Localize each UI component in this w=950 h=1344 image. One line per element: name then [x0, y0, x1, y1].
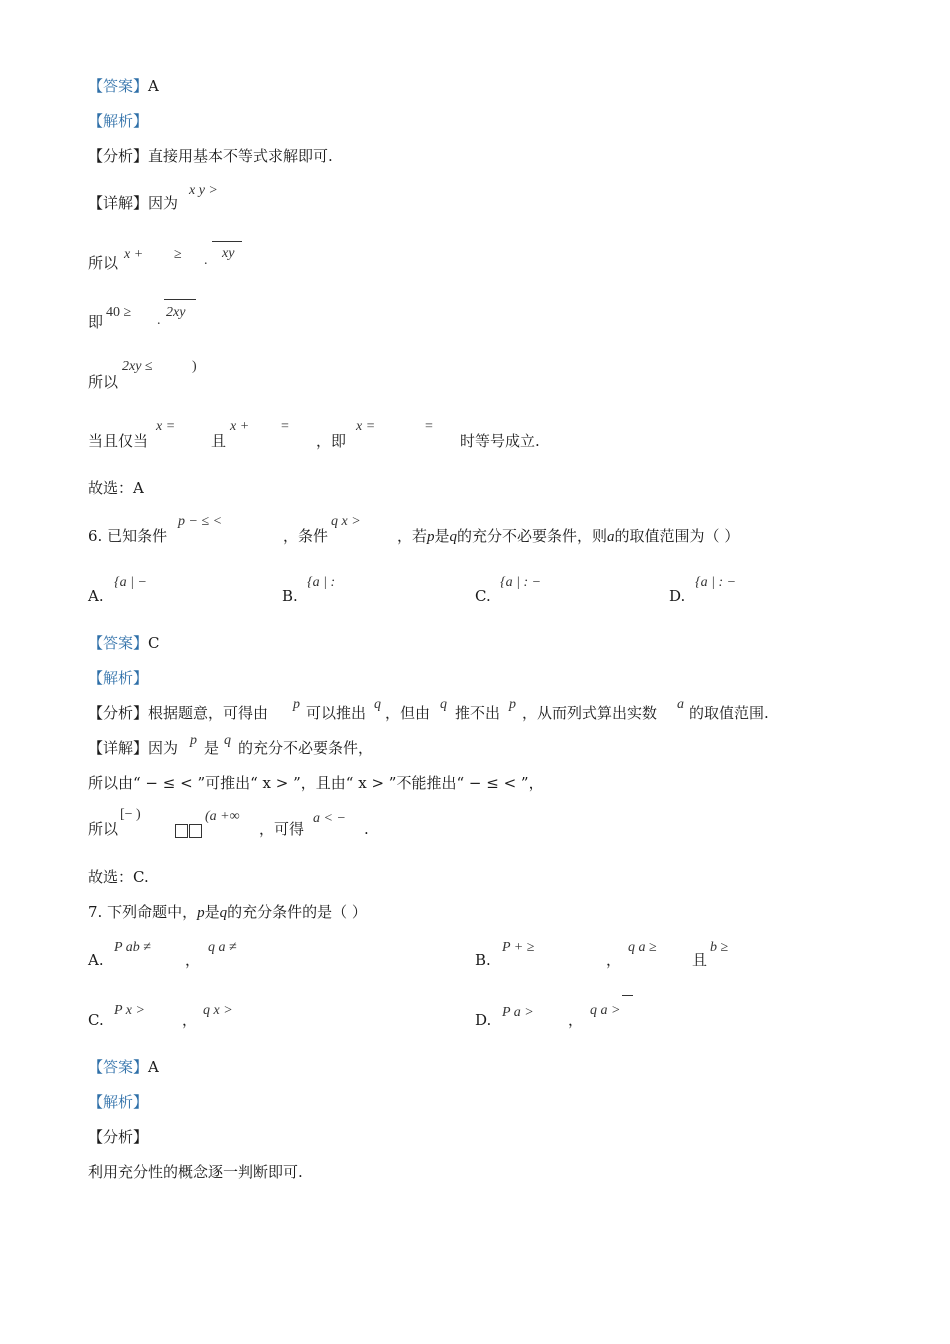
stem-text: 是 [204, 903, 220, 921]
stem-text: 是 [434, 527, 450, 545]
q7-option-b-math3: b ≥ [710, 940, 729, 955]
detail-label: 【详解】 [88, 194, 149, 212]
answer-label: 【答案】 [88, 77, 149, 95]
math-q5-l2b: . [157, 313, 161, 328]
var-p: p [427, 529, 435, 545]
math-q6-fa: a [677, 697, 684, 712]
math-q5-l2c: 2xy [166, 305, 186, 320]
line-prefix: 当且仅当 [88, 432, 149, 450]
q7-option-c-sep: ， [182, 1011, 198, 1029]
math-q5-l4a: x = [156, 419, 176, 434]
math-q6-q: q x > [331, 514, 361, 529]
q5-line4a [88, 432, 148, 450]
analysis-label-q6 [88, 669, 148, 687]
q5-line4b [211, 432, 226, 450]
math-q5-l4c: = [281, 419, 289, 434]
q6-option-d-label: D. [669, 587, 686, 605]
sqrt-bar [212, 241, 242, 242]
math-q6-fq2: q [440, 697, 447, 712]
math-q5-l4d: x = [356, 419, 376, 434]
math-q5-l3b: ) [192, 359, 197, 374]
math-q5-l1a: x + [124, 247, 144, 262]
analysis-label: 【解析】 [88, 669, 149, 687]
q7-option-c-math2: q x > [203, 1003, 233, 1018]
q6-line6-c: . [364, 820, 369, 838]
detail-intro: 因为 [148, 194, 179, 212]
fenxi-line-q5 [88, 147, 333, 165]
math-q6-fp2: p [509, 697, 516, 712]
q7-option-b-math2: q a ≥ [628, 940, 657, 955]
math-q5-l1b: ≥ [174, 247, 182, 262]
fenxi-text: 的取值范围. [689, 704, 769, 722]
math-q6-fq: q [374, 697, 381, 712]
detail-line-q6 [88, 739, 178, 757]
q6-option-b-label: B. [282, 587, 298, 605]
q7-option-c-label: C. [88, 1011, 104, 1029]
answer-label: 【答案】 [88, 634, 149, 652]
guxuan-q5: 故选：A [88, 479, 144, 497]
q6-stem-rest [397, 527, 739, 546]
q5-line3 [88, 373, 118, 391]
math-xy: x y > [189, 183, 218, 198]
q7-option-d-math2: q a > [590, 1003, 621, 1018]
fenxi-label: 【分析】 [88, 704, 149, 722]
q7-option-b-and: 且 [692, 951, 708, 969]
fenxi-text: ，从而列式算出实数 [522, 704, 658, 722]
detail-label: 【详解】 [88, 739, 149, 757]
stem-text: 的取值范围为（ ） [614, 527, 740, 545]
stem-text: 7. 下列命题中， [88, 903, 198, 921]
q6-option-a-label: A. [88, 587, 104, 605]
line-text: 时等号成立. [460, 432, 540, 450]
analysis-label: 【解析】 [88, 1093, 149, 1111]
math-q5-l1d: xy [222, 246, 235, 261]
q6-stem-a: 6. 已知条件 [88, 527, 168, 545]
q6-line6 [88, 820, 118, 838]
fenxi-text: 可以推出 [306, 704, 367, 722]
q7-option-b-sep: ， [606, 951, 622, 969]
math-q6-p: p − ≤ < [178, 514, 223, 529]
q5-line4c [316, 432, 346, 450]
q7-option-b-label: B. [475, 951, 491, 969]
answer-value: A [148, 1058, 159, 1076]
fenxi-label-q7: 【分析】 [88, 1128, 149, 1146]
fenxi-line-q6 [88, 704, 268, 722]
math-q6-dq: q [224, 733, 231, 748]
math-q5-l3a: 2xy ≤ [122, 359, 153, 374]
math-q6-dp: p [190, 733, 197, 748]
q5-line2 [88, 313, 103, 331]
math-q6-l6b: (a +∞ [205, 809, 240, 824]
q6-option-c-label: C. [475, 587, 491, 605]
answer-label: 【答案】 [88, 1058, 149, 1076]
line-prefix: 所以 [88, 373, 119, 391]
detail-text: 因为 [148, 739, 179, 757]
var-p: p [197, 905, 205, 921]
line-text: ，即 [316, 432, 347, 450]
answer-value: A [148, 77, 159, 95]
answer-value: C [148, 634, 160, 652]
stem-text: 的充分不必要条件，则 [457, 527, 608, 545]
q6-option-a-math: {a | − [114, 575, 147, 590]
q6-stem-b: ，条件 [283, 527, 329, 545]
answer-line-q7 [88, 1058, 159, 1076]
q7-option-d-label: D. [475, 1011, 492, 1029]
math-q5-l4b: x + [230, 419, 250, 434]
q7-option-a-sep: ， [185, 951, 201, 969]
fenxi-text: 推不出 [455, 704, 501, 722]
analysis-label-q7 [88, 1093, 148, 1111]
math-q5-l1c: . [204, 253, 208, 268]
answer-line-q5 [88, 77, 159, 95]
q6-line5: 所以由“ − ≤ < ”可推出“ x > ”，且由“ x > ”不能推出“ − ≤ < ”， [88, 774, 544, 792]
math-q6-l6a: [− ) [120, 807, 141, 822]
line-prefix: 所以 [88, 820, 119, 838]
answer-line-q6 [88, 634, 160, 652]
q7-option-a-math2: q a ≠ [208, 940, 237, 955]
analysis-label-q5 [88, 112, 148, 130]
math-q5-l2a: 40 ≥ [106, 305, 132, 320]
analysis-label: 【解析】 [88, 112, 149, 130]
fenxi-label: 【分析】 [88, 147, 149, 165]
line-prefix: 即 [88, 313, 104, 331]
q7-option-b-math1: P + ≥ [502, 940, 535, 955]
missing-glyph-boxes [175, 822, 203, 841]
q7-option-c-math1: P x > [114, 1003, 145, 1018]
math-q5-l4e: = [425, 419, 433, 434]
math-q6-l6c: a < − [313, 811, 346, 826]
q6-option-c-math: {a | : − [500, 575, 542, 590]
q7-option-a-math1: P ab ≠ [114, 940, 151, 955]
var-a: a [607, 529, 615, 545]
sqrt-bar [164, 299, 196, 300]
q7-option-d-math1: P a > [502, 1005, 534, 1020]
var-q: q [449, 529, 458, 545]
math-q6-fp: p [293, 697, 300, 712]
fenxi-text-q7: 利用充分性的概念逐一判断即可. [88, 1163, 303, 1181]
q7-stem [88, 903, 367, 922]
fenxi-text: 直接用基本不等式求解即可. [148, 147, 333, 165]
q5-line1 [88, 254, 118, 272]
q7-option-a-label: A. [88, 951, 104, 969]
q5-line4d [460, 432, 540, 450]
guxuan-q6: 故选：C. [88, 868, 149, 886]
var-q: q [219, 905, 228, 921]
line-text: 且 [211, 432, 227, 450]
q6-option-b-math: {a | : [307, 575, 336, 590]
q6-line6-b: ，可得 [259, 820, 305, 838]
q6-option-d-math: {a | : − [695, 575, 737, 590]
q7-option-d-sep: ， [568, 1011, 584, 1029]
detail-text: 的充分不必要条件， [238, 739, 374, 757]
stem-text: 的充分条件的是（ ） [227, 903, 367, 921]
fenxi-text: 根据题意，可得由 [148, 704, 269, 722]
line-prefix: 所以 [88, 254, 119, 272]
detail-line-q5 [88, 194, 178, 212]
detail-text: 是 [204, 739, 220, 757]
overline-bar [622, 995, 633, 996]
fenxi-text: ，但由 [385, 704, 431, 722]
stem-text: ，若 [397, 527, 428, 545]
